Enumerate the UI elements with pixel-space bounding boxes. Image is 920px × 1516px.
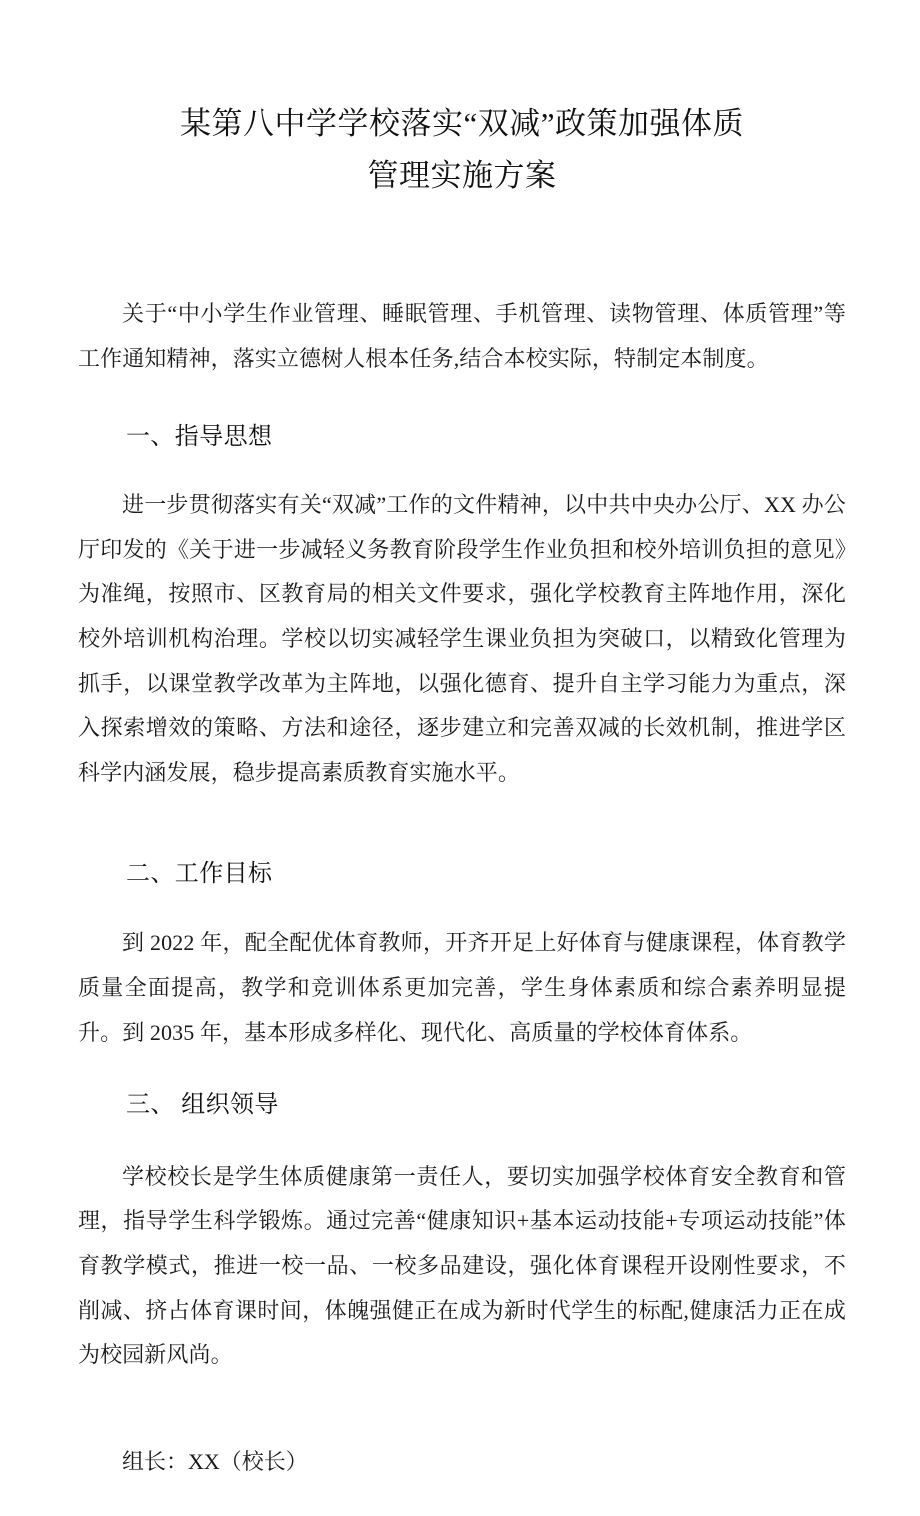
page-title-line-2: 管理实施方案: [367, 158, 557, 194]
section-body-guiding-ideology: 进一步贯彻落实有关“双减”工作的文件精神，以中共中央办公厅、XX 办公厅印发的《关于进一步减轻义务教育阶段学生作业负担和校外培训负担的意见》为准绳，按照市、区教育局的相关文件要求，强化学校教育主阵地作用，深化校外培训机构治理。学校以切实减轻学生课业负担为突破口，以精致化管理为抓手，以课堂教学改革为主阵地，以强化德育、提升自主学习能力为重点，深入探索增效的策略、方法和途径，逐步建立和完善双减的长效机制，推进学区科学内涵发展，稳步提高素质教育实施水平。: [78, 492, 846, 785]
preamble-paragraph: 关于“中小学生作业管理、睡眠管理、手机管理、读物管理、体质管理”等工作通知精神，落实立德树人根本任务,结合本校实际，特制定本制度。: [78, 301, 846, 371]
spacer-heading-2: [78, 897, 846, 921]
spacer-body-3: [78, 1378, 846, 1440]
spacer-preamble: [78, 381, 846, 415]
spacer-body-2: [78, 1055, 846, 1083]
section-body-work-objectives: 到 2022 年，配全配优体育教师，开齐开足上好体育与健康课程，体育教学质量全面提高，教学和竞训体系更加完善，学生身体素质和综合素养明显提升。到 2035 年，基本形成多样化、现代化、高质量的学校体育体系。: [78, 930, 846, 1045]
signature-line-group-leader: 组长：XX（校长）: [122, 1449, 308, 1475]
page-title: [78, 0, 846, 202]
spacer-body-1: [78, 796, 846, 852]
section-body-organizational-leadership: 学校校长是学生体质健康第一责任人，要切实加强学校体育安全教育和管理，指导学生科学锻炼。通过完善“健康知识+基本运动技能+专项运动技能”体育教学模式，推进一校一品、一校多品建设，强化体育课程开设刚性要求，不削减、挤占体育课时间，体魄强健正在成为新时代学生的标配,健康活力正在成为校园新风尚。: [78, 1163, 846, 1368]
spacer-heading-3: [78, 1129, 846, 1155]
section-heading-work-objectives: 二、工作目标: [126, 860, 273, 887]
spacer-heading-1: [78, 461, 846, 483]
spacer-title: [78, 202, 846, 292]
section-heading-guiding-ideology: 一、指导思想: [126, 424, 273, 451]
document-body: [78, 0, 846, 1484]
section-heading-organizational-leadership: 三、 组织领导: [126, 1092, 279, 1119]
page-title-line-1: 某第八中学学校落实“双减”政策加强体质: [179, 106, 745, 141]
